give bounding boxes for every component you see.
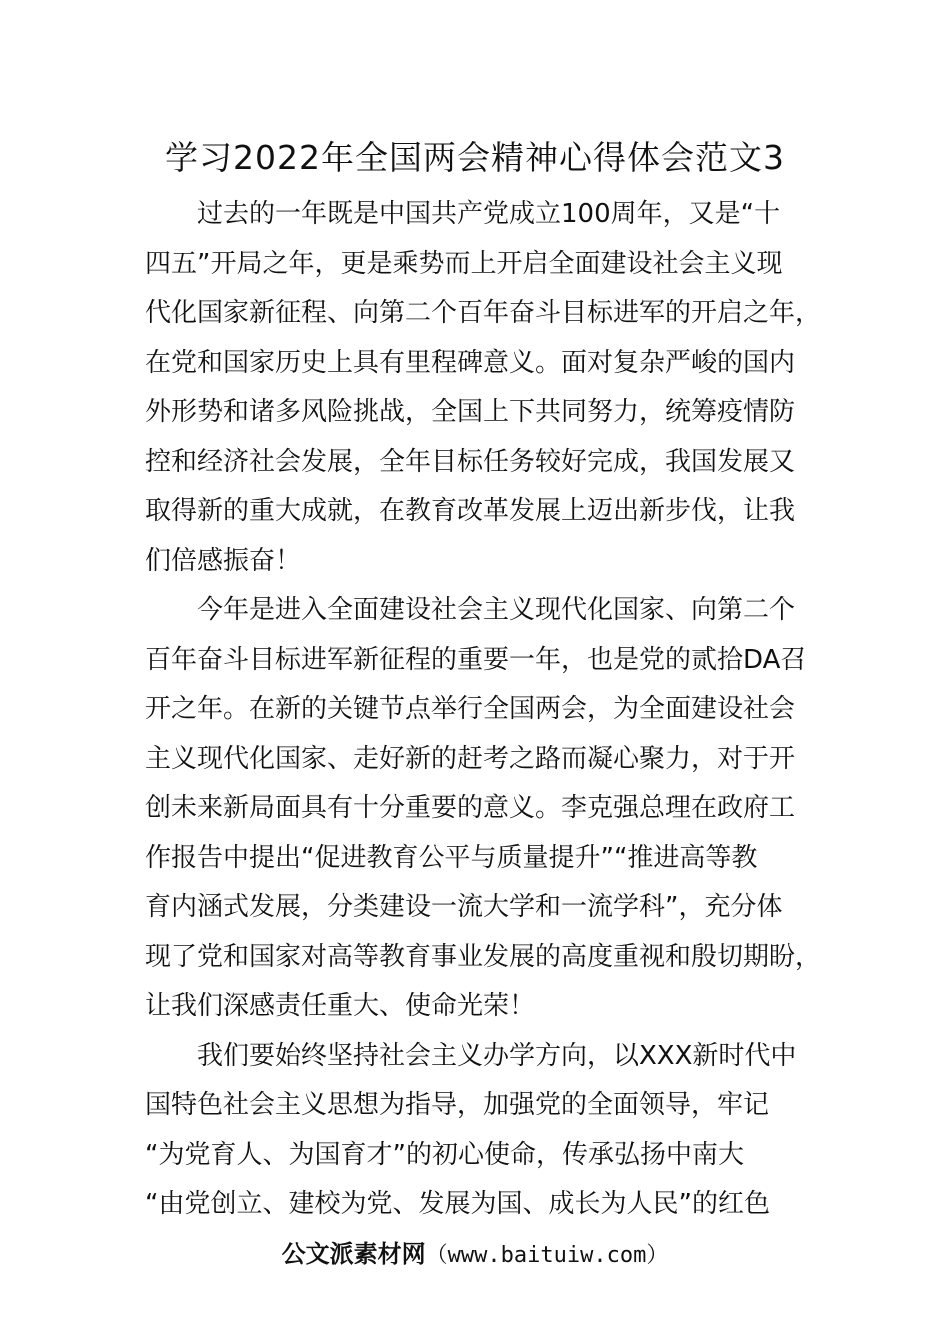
- paragraph-1-line-6: 控和经济社会发展，全年目标任务较好完成，我国发展又: [145, 446, 796, 477]
- footer-url[interactable]: （www.baituiw.com）: [425, 1243, 669, 1268]
- document-title: 学习2022年全国两会精神心得体会范文3: [165, 138, 785, 177]
- page-footer: [0, 1236, 950, 1274]
- paragraph-2-line-7: 育内涵式发展，分类建设一流大学和一流学科”，充分体: [145, 892, 783, 922]
- paragraph-2-line-4: 主义现代化国家、走好新的赶考之路而凝心聚力，对于开: [145, 743, 796, 774]
- paragraph-1-line-8: 们倍感振奋！: [145, 545, 302, 576]
- paragraph-3-line-1: 我们要始终坚持社会主义办学方向，以XXX新时代中: [197, 1040, 797, 1071]
- document-body: [145, 190, 822, 1230]
- paragraph-1-line-5: 外形势和诸多风险挑战，全国上下共同努力，统筹疫情防: [145, 397, 796, 427]
- paragraph-1-line-7: 取得新的重大成就，在教育改革发展上迈出新步伐，让我: [145, 496, 796, 526]
- paragraph-2-line-1: 今年是进入全面建设社会主义现代化国家、向第二个: [197, 595, 796, 625]
- paragraph-3-line-4: “由党创立、建校为党、发展为国、成长为人民”的红色: [145, 1189, 770, 1219]
- paragraph-1-line-4: 在党和国家历史上具有里程碑意义。面对复杂严峻的国内: [145, 347, 796, 378]
- paragraph-3-line-2: 国特色社会主义思想为指导，加强党的全面领导，牢记: [145, 1090, 770, 1120]
- paragraph-2-line-3: 开之年。在新的关键节点举行全国两会，为全面建设社会: [145, 694, 796, 724]
- paragraph-1-line-3: 代化国家新征程、向第二个百年奋斗目标进军的开启之年，: [145, 298, 822, 328]
- paragraph-1-line-1: 过去的一年既是中国共产党成立100周年，又是“十: [197, 199, 781, 229]
- paragraph-2-line-8: 现了党和国家对高等教育事业发展的高度重视和殷切期盼，: [145, 941, 822, 972]
- footer-site-name: 公文派素材网: [281, 1239, 426, 1268]
- paragraph-1-line-2: 四五”开局之年，更是乘势而上开启全面建设社会主义现: [145, 248, 783, 279]
- paragraph-3-line-3: “为党育人、为国育才”的初心使命，传承弘扬中南大: [145, 1139, 744, 1170]
- paragraph-2-line-5: 创未来新局面具有十分重要的意义。李克强总理在政府工: [145, 793, 796, 823]
- paragraph-2-line-6: 作报告中提出“促进教育公平与质量提升”“推进高等教: [145, 842, 758, 873]
- paragraph-2-line-9: 让我们深感责任重大、使命光荣！: [145, 991, 536, 1021]
- paragraph-2-line-2: 百年奋斗目标进军新征程的重要一年，也是党的贰拾DA召: [145, 644, 807, 675]
